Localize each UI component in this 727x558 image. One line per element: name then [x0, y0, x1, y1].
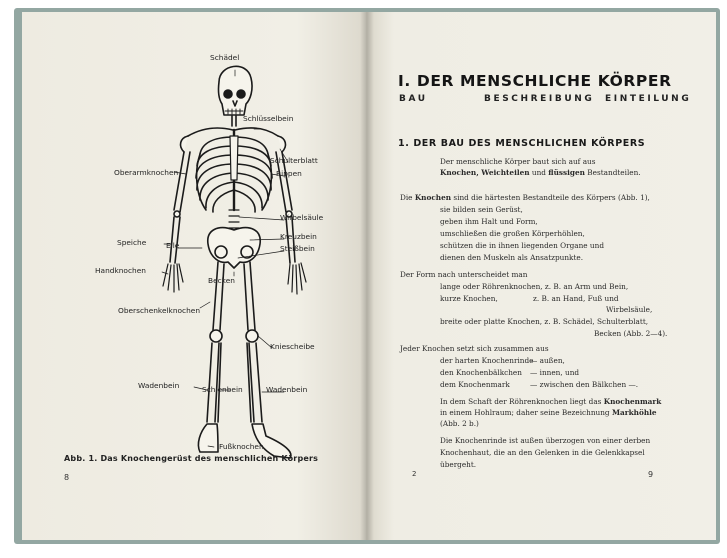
text-line: — zwischen den Bälkchen —. [530, 380, 639, 389]
text-line: den Knochenbälkchen [440, 368, 522, 377]
text-line: lange oder Röhrenknochen, z. B. an Arm und Bein, [440, 282, 629, 291]
page-number-left: 8 [64, 473, 70, 482]
text-line: In dem Schaft der Röhrenknochen liegt das Knochenmark [440, 397, 662, 406]
label-kniescheibe: Kniescheibe [270, 342, 315, 351]
label-schienbein: Schienbein [202, 385, 243, 394]
figure-caption: Abb. 1. Das Knochengerüst des menschlichen Körpers [64, 454, 319, 463]
text-line: sie bilden sein Gerüst, [440, 205, 523, 214]
label-oberarmknochen: Oberarmknochen [114, 168, 179, 177]
label-schaedel: Schädel [210, 53, 240, 62]
label-rippen: Rippen [276, 169, 302, 178]
left-page [22, 12, 366, 540]
text-line: übergeht. [440, 460, 477, 469]
label-wirbelsaeule: Wirbelsäule [280, 213, 324, 222]
text-line: Der Form nach unterscheidet man [400, 270, 528, 279]
label-schulterblatt: Schulterblatt [270, 156, 318, 165]
label-schluesselbein: Schlüsselbein [243, 114, 294, 123]
text-line: der harten Knochenrinde [440, 356, 534, 365]
label-elle: Elle [166, 241, 180, 250]
text-line: Die Knochen sind die härtesten Bestandteile des Körpers (Abb. 1), [400, 193, 650, 202]
text-line: Die Knochenrinde ist außen überzogen von einer derben [440, 436, 651, 445]
subtitle-beschreibung: BESCHREIBUNG [484, 94, 595, 104]
text-line: — innen, und [530, 368, 580, 377]
text-line: in einem Hohlraum; daher seine Bezeichnung Markhöhle [440, 408, 657, 417]
text-line: z. B. an Hand, Fuß und [533, 294, 619, 303]
text-line: Knochen, Weichteilen und flüssigen Bestandteilen. [440, 168, 641, 177]
text-line: Wirbelsäule, [606, 305, 653, 314]
text-line: Der menschliche Körper baut sich auf aus [440, 157, 596, 166]
label-speiche: Speiche [117, 238, 147, 247]
text-line: — außen, [530, 356, 565, 365]
label-steissbein: Steißbein [280, 244, 315, 253]
text-line: Knochenhaut, die an den Gelenken in die Gelenkkapsel [440, 448, 645, 457]
text-line: geben ihm Halt und Form, [440, 217, 538, 226]
label-handknochen: Handknochen [95, 266, 146, 275]
right-page [366, 12, 716, 540]
text-line: (Abb. 2 b.) [440, 419, 479, 428]
text-line: kurze Knochen, [440, 294, 498, 303]
book-spine [360, 12, 374, 540]
text-line: Jeder Knochen setzt sich zusammen aus [400, 344, 549, 353]
label-wadenbein-right: Wadenbein [266, 385, 308, 394]
chapter-title: I. DER MENSCHLICHE KÖRPER [398, 72, 672, 90]
subtitle-bau: BAU [399, 94, 428, 104]
page-number-right: 9 [648, 470, 654, 479]
text-line: umschließen die großen Körperhöhlen, [440, 229, 585, 238]
text-line: Becken (Abb. 2—4). [594, 329, 668, 338]
text-line: dienen den Muskeln als Ansatzpunkte. [440, 253, 584, 262]
label-becken: Becken [208, 276, 235, 285]
text-line: dem Knochenmark [440, 380, 510, 389]
text-line: schützen die in ihnen liegenden Organe und [440, 241, 604, 250]
label-fussknochen: Fußknochen [219, 442, 264, 451]
text-line: breite oder platte Knochen, z. B. Schädel, Schulterblatt, [440, 317, 649, 326]
footer-mark: 2 [412, 470, 417, 478]
label-oberschenkelknochen: Oberschenkelknochen [118, 306, 201, 315]
subtitle-einteilung: EINTEILUNG [605, 94, 692, 104]
label-wadenbein-left: Wadenbein [138, 381, 180, 390]
label-kreuzbein: Kreuzbein [280, 232, 317, 241]
section-heading: 1. DER BAU DES MENSCHLICHEN KÖRPERS [398, 138, 646, 149]
